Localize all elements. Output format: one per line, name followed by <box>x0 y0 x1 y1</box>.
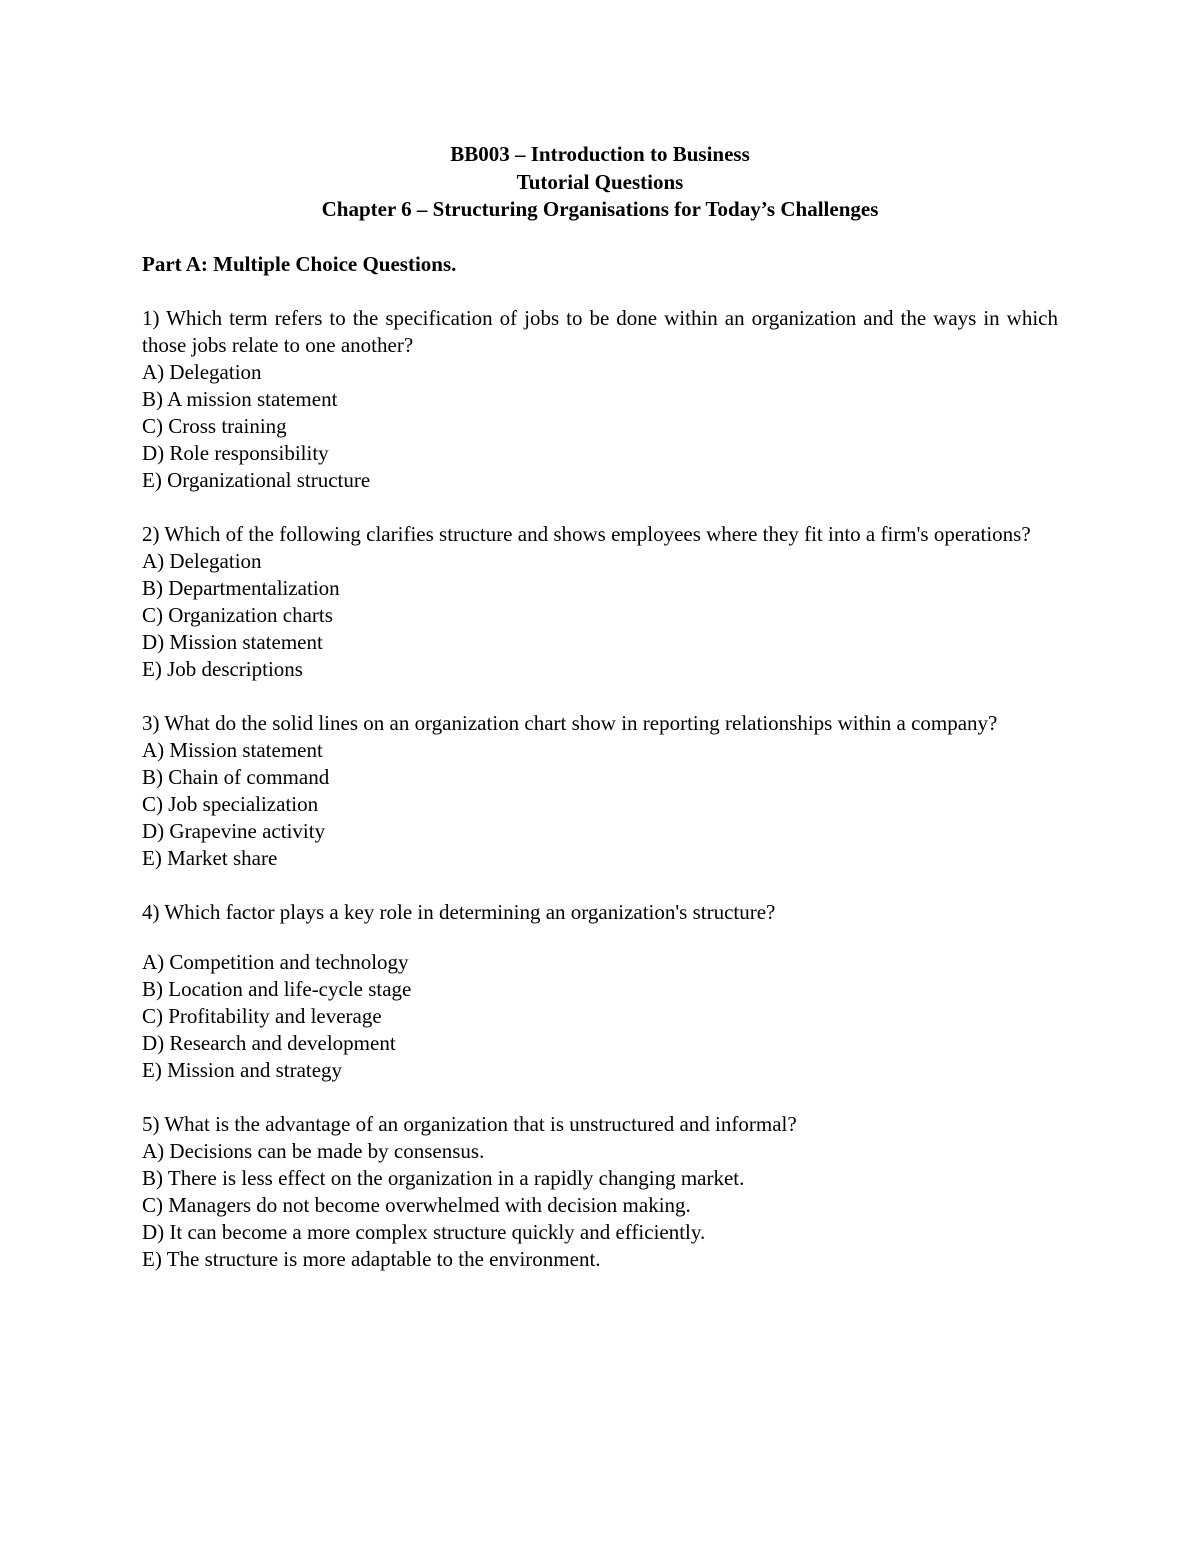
course-title: BB003 – Introduction to Business <box>450 142 750 166</box>
option-b: B) Chain of command <box>142 765 330 789</box>
option-a: A) Decisions can be made by consensus. <box>142 1139 485 1163</box>
question-3 <box>142 710 1058 872</box>
section-title: Part A: Multiple Choice Questions. <box>142 252 457 276</box>
option-e: E) Mission and strategy <box>142 1058 343 1082</box>
document-header <box>0 141 1200 224</box>
question-text: 4) Which factor plays a key role in determining an organization's structure? <box>142 900 776 924</box>
option-e: E) Organizational structure <box>142 468 371 492</box>
question-text: 3) What do the solid lines on an organization chart show in reporting relationships within a company? <box>142 711 998 735</box>
option-a: A) Competition and technology <box>142 950 409 974</box>
chapter-title: Chapter 6 – Structuring Organisations for Today’s Challenges <box>321 197 879 221</box>
option-b: B) Location and life-cycle stage <box>142 977 412 1001</box>
question-text: 5) What is the advantage of an organization that is unstructured and informal? <box>142 1112 797 1136</box>
option-d: D) Grapevine activity <box>142 819 326 843</box>
option-d: D) It can become a more complex structure quickly and efficiently. <box>142 1220 706 1244</box>
option-b: B) There is less effect on the organization in a rapidly changing market. <box>142 1166 745 1190</box>
option-a: A) Mission statement <box>142 738 323 762</box>
option-e: E) Job descriptions <box>142 657 303 681</box>
question-5 <box>142 1111 1058 1273</box>
option-c: C) Job specialization <box>142 792 319 816</box>
question-2 <box>142 521 1058 683</box>
option-a: A) Delegation <box>142 360 262 384</box>
option-c: C) Profitability and leverage <box>142 1004 382 1028</box>
tutorial-subtitle: Tutorial Questions <box>516 169 684 194</box>
option-e: E) The structure is more adaptable to the environment. <box>142 1247 601 1271</box>
option-b: B) A mission statement <box>142 387 338 411</box>
question-text: 2) Which of the following clarifies structure and shows employees where they fit into a firm's operations? <box>142 522 1031 546</box>
option-d: D) Research and development <box>142 1031 396 1055</box>
option-d: D) Role responsibility <box>142 441 329 465</box>
document-body <box>142 251 1058 1300</box>
option-e: E) Market share <box>142 846 278 870</box>
option-c: C) Managers do not become overwhelmed with decision making. <box>142 1193 691 1217</box>
question-text: 1) Which term refers to the specification of jobs to be done within an organization and the ways in which those jobs relate to one another? <box>142 306 1058 357</box>
option-b: B) Departmentalization <box>142 576 340 600</box>
option-c: C) Cross training <box>142 414 287 438</box>
option-c: C) Organization charts <box>142 603 333 627</box>
option-d: D) Mission statement <box>142 630 323 654</box>
question-1 <box>142 305 1058 494</box>
question-4 <box>142 899 1058 1084</box>
option-a: A) Delegation <box>142 549 262 573</box>
